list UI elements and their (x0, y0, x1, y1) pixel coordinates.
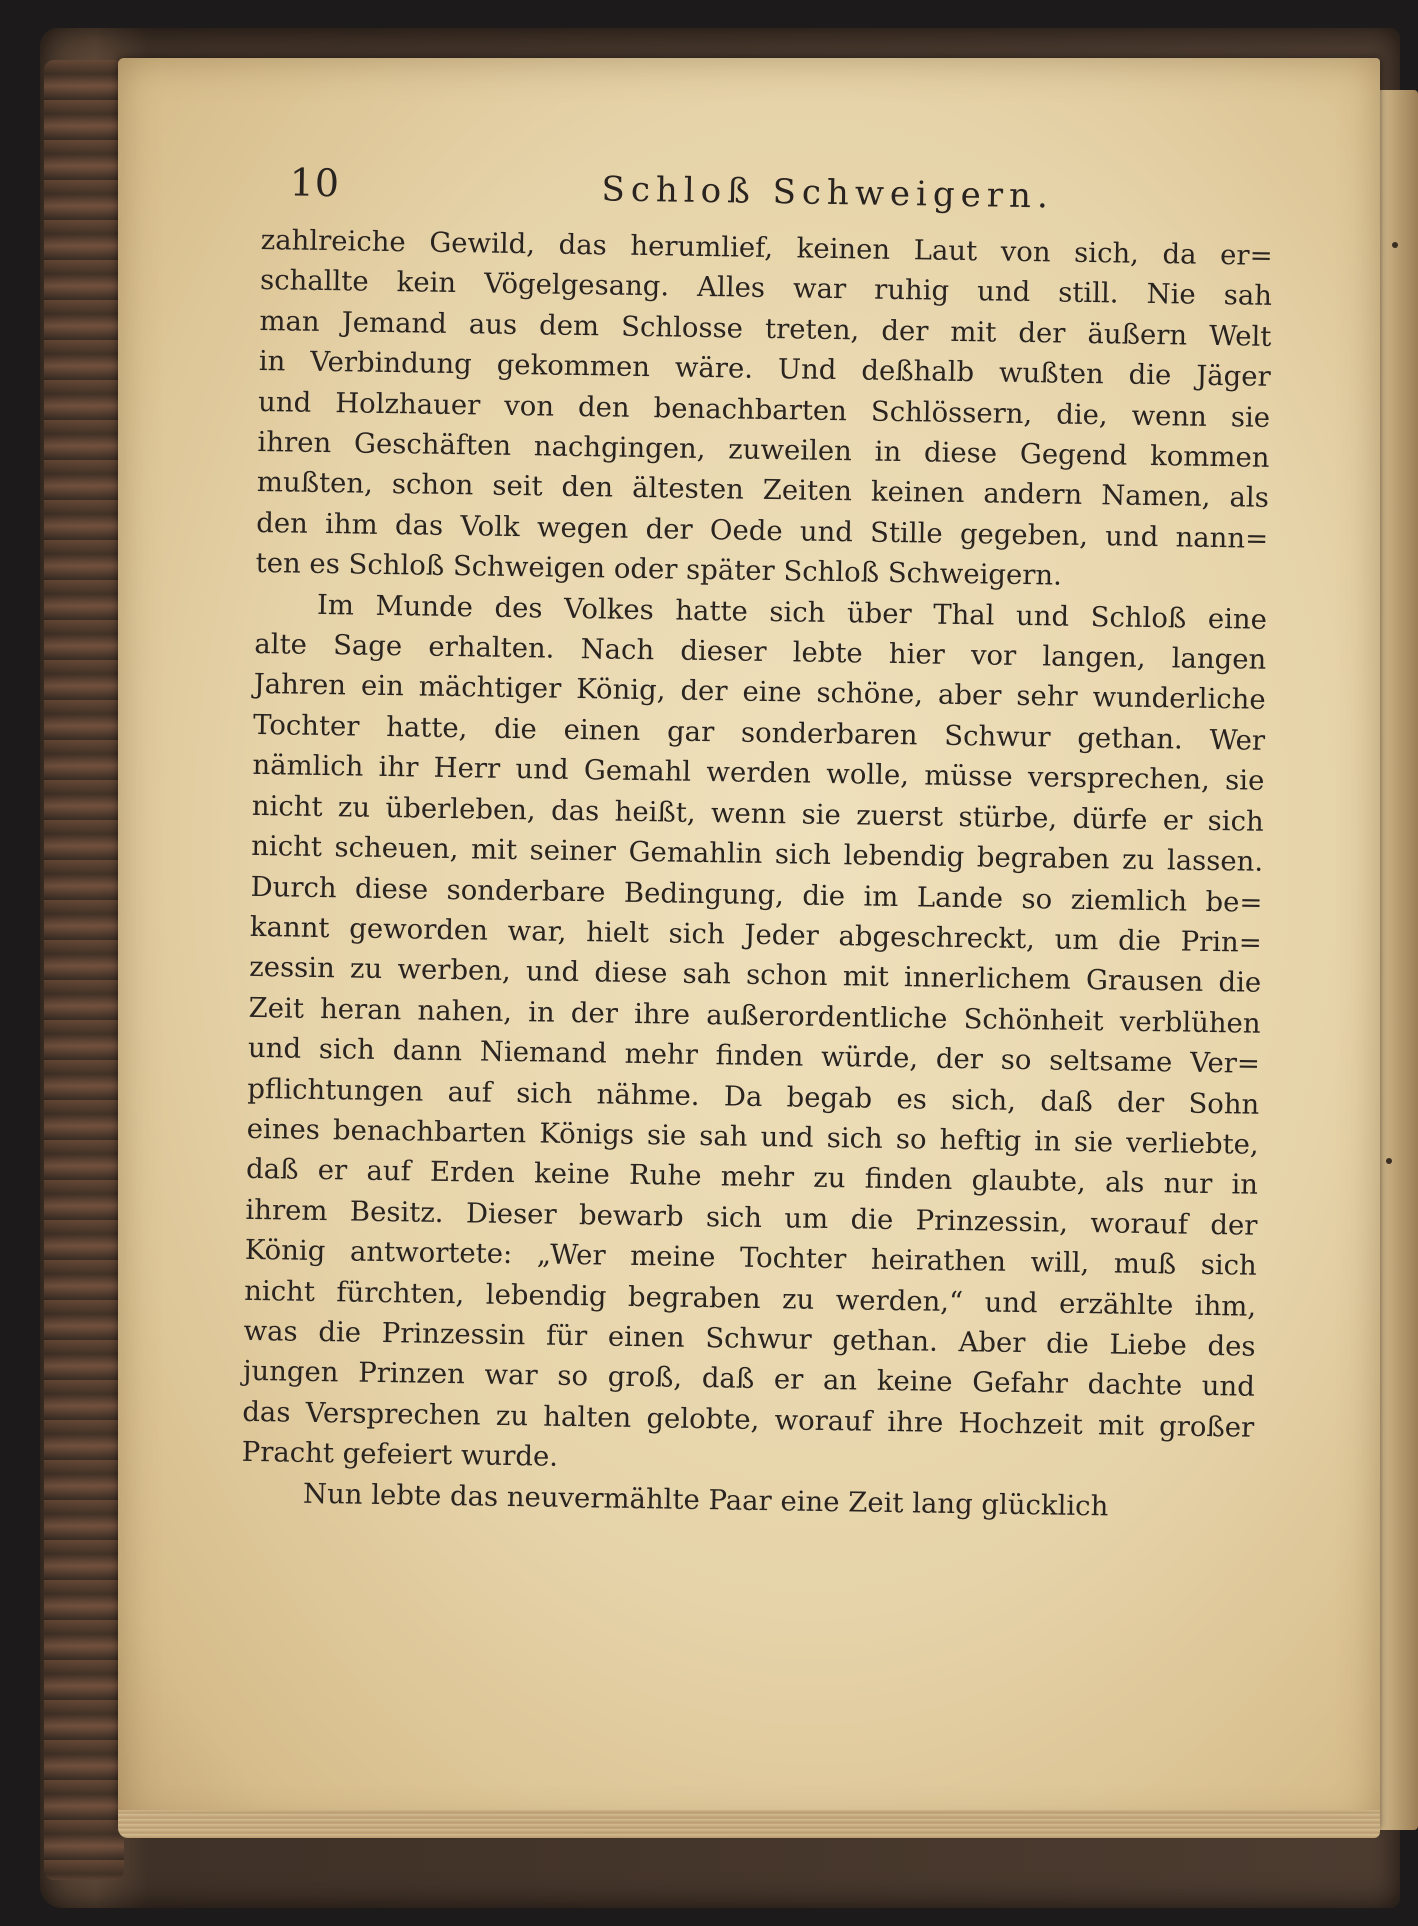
ink-speck (1386, 1158, 1392, 1164)
text-line: Jahren ein mächtiger König, der eine schöne, aber sehr wunderliche (253, 668, 1266, 717)
paragraph (241, 584, 1267, 1489)
text-line: und sich dann Niemand mehr finden würde, der so seltsame Ver= (247, 1032, 1261, 1080)
text-line: Zeit heran nahen, in der ihre außerordentliche Schönheit verblühen (248, 991, 1261, 1040)
text-line: ihrem Besitz. Dieser bewarb sich um die Prinzessin, worauf der (245, 1193, 1258, 1242)
text-line: zahlreiche Gewild, das herumlief, keinen Laut von sich, da er= (260, 223, 1273, 272)
text-line: zessin zu werben, und diese sah schon mit innerlichem Grausen die (249, 951, 1262, 1000)
text-line: Pracht gefeiert wurde. (241, 1436, 559, 1473)
text-line: Durch diese sonderbare Bedingung, die im Lande so ziemlich be= (250, 870, 1263, 919)
text-line: alte Sage erhalten. Nach dieser lebte hier vor langen, langen (254, 628, 1267, 676)
text-line: daß er auf Erden keine Ruhe mehr zu finden glaubte, als nur in (245, 1153, 1259, 1202)
text-line: den ihm das Volk wegen der Oede und Stille gegeben, und nann= (256, 506, 1269, 555)
text-line: nicht scheuen, mit seiner Gemahlin sich lebendig begraben zu lassen. (250, 830, 1264, 878)
text-line: man Jemand aus dem Schlosse treten, der mit der äußern Welt (259, 304, 1272, 353)
text-line: mußten, schon seit den ältesten Zeiten keinen andern Namen, als (256, 466, 1270, 515)
text-line: ten es Schloß Schweigen oder später Schloß Schweigern. (255, 547, 1063, 592)
text-line: und Holzhauer von den benachbarten Schlössern, die, wenn sie (257, 385, 1271, 434)
worn-spine (44, 60, 124, 1880)
text-line: nämlich ihr Herr und Gemahl werden wolle, müsse versprechen, sie (252, 749, 1265, 798)
page-stack-edge (118, 1810, 1380, 1838)
text-line: König antwortete: „Wer meine Tochter heirathen will, muß sich (244, 1234, 1258, 1282)
text-line: nicht fürchten, lebendig begraben zu werden,“ und erzählte ihm, (243, 1274, 1257, 1323)
page-text-block (241, 160, 1274, 1529)
text-line: Tochter hatte, die einen gar sonderbaren Schwur gethan. Wer (252, 708, 1266, 757)
page-number: 10 (289, 160, 341, 206)
text-line: schallte kein Vögelgesang. Alles war ruhig und still. Nie sah (259, 264, 1273, 313)
text-line: in Verbindung gekommen wäre. Und deßhalb wußten die Jäger (258, 345, 1271, 394)
text-line: das Versprechen zu halten gelobte, worauf ihre Hochzeit mit großer (242, 1395, 1255, 1444)
text-line: Im Munde des Volkes hatte sich über Thal und Schloß eine (316, 588, 1268, 636)
paragraph (255, 220, 1273, 600)
text-line: was die Prinzessin für einen Schwur gethan. Aber die Liebe des (243, 1314, 1256, 1363)
running-title: Schloß Schweigern. (601, 169, 1055, 217)
text-line: eines benachbarten Königs sie sah und sich so heftig in sie verliebte, (246, 1112, 1259, 1161)
text-line: pflichtungen auf sich nähme. Da begab es sich, daß der Sohn (247, 1072, 1260, 1121)
text-line: nicht zu überleben, das heißt, wenn sie zuerst stürbe, dürfe er sich (251, 789, 1264, 838)
text-line: kannt geworden war, hielt sich Jeder abgeschreckt, um die Prin= (249, 910, 1263, 959)
ink-speck (1392, 242, 1398, 248)
text-line: ihren Geschäften nachgingen, zuweilen in diese Gegend kommen (257, 425, 1270, 474)
text-line: Nun lebte das neuvermählte Paar eine Zeit lang glücklich (302, 1477, 1109, 1523)
text-line: jungen Prinzen war so groß, daß er an keine Gefahr dachte und (242, 1355, 1256, 1404)
page-body (241, 220, 1273, 1529)
